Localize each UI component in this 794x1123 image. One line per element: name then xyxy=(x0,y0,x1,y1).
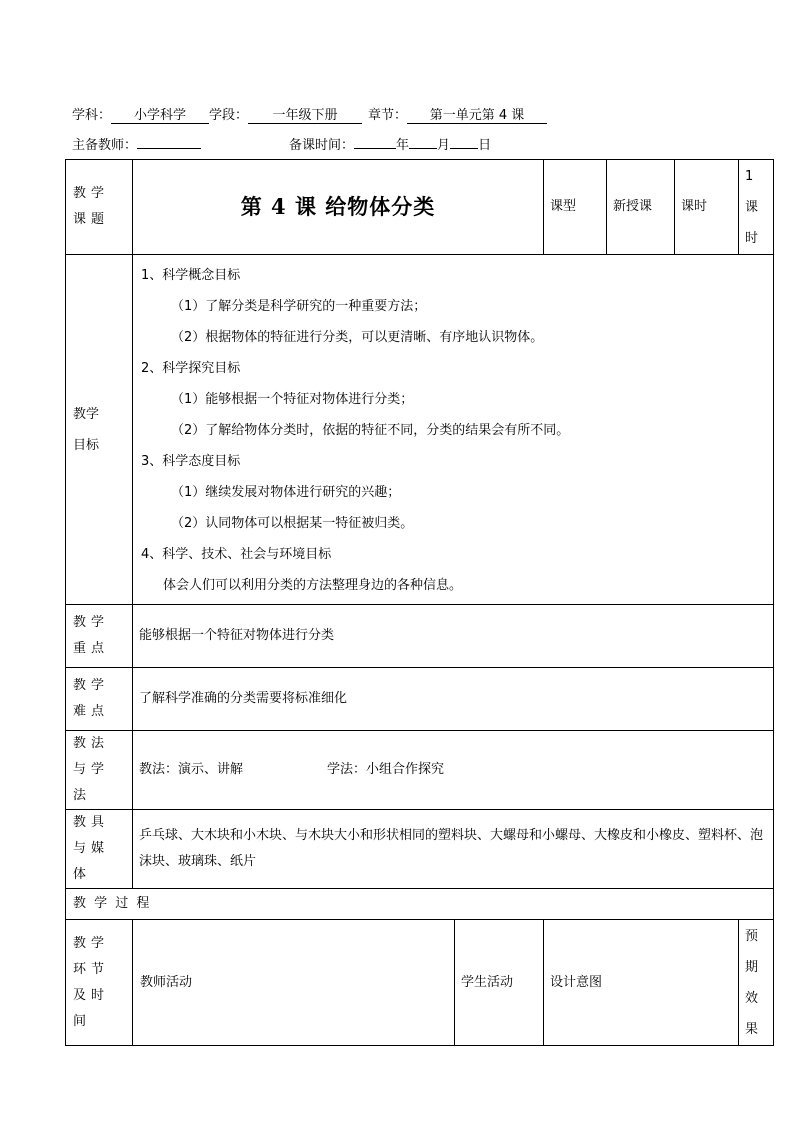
goal-item: （2）了解给物体分类时，依据的特征不同，分类的结果会有所不同。 xyxy=(171,423,570,438)
key-points-row xyxy=(66,605,774,668)
prep-time-label: 备课时间： xyxy=(289,138,355,153)
chapter-label: 章节： xyxy=(368,108,408,123)
goal-item: （2）认同物体可以根据某一特征被归类。 xyxy=(171,516,414,531)
goal-item: （1）了解分类是科学研究的一种重要方法； xyxy=(171,299,427,314)
month-label: 月 xyxy=(437,138,451,153)
day-label: 日 xyxy=(478,138,492,153)
year-label: 年 xyxy=(396,138,410,153)
expected-effect-header: 预期效果 xyxy=(739,920,774,1046)
difficulty-label: 教学难点 xyxy=(66,668,133,731)
design-intent-header: 设计意图 xyxy=(544,920,739,1046)
tools-label: 教具与媒体 xyxy=(66,810,133,889)
hours-value: 1课时 xyxy=(739,160,774,255)
tools-row xyxy=(66,810,774,889)
goal-item: （2）根据物体的特征进行分类，可以更清晰、有序地认识物体。 xyxy=(171,330,544,345)
teacher-label: 主备教师： xyxy=(72,138,138,153)
topic-label: 教学课题 xyxy=(66,160,133,255)
lesson-plan-table xyxy=(65,159,774,1046)
hours-label: 课时 xyxy=(675,160,739,255)
teacher-value xyxy=(137,148,201,149)
method-row xyxy=(66,731,774,810)
key-value: 能够根据一个特征对物体进行分类 xyxy=(133,605,774,668)
type-label: 课型 xyxy=(544,160,607,255)
subject-value: 小学科学 xyxy=(111,108,209,124)
stage-value: 一年级下册 xyxy=(248,108,362,124)
goal-heading: 3、科学态度目标 xyxy=(141,454,241,469)
key-label: 教学重点 xyxy=(66,605,133,668)
method-value xyxy=(133,731,774,810)
student-activity-header: 学生活动 xyxy=(455,920,544,1046)
header-line-1 xyxy=(72,104,547,124)
header-line-2 xyxy=(72,134,491,153)
subject-label: 学科： xyxy=(72,108,112,123)
goal-heading: 4、科学、技术、社会与环境目标 xyxy=(141,547,332,562)
difficulty-row xyxy=(66,668,774,731)
goals-label: 教学目标 xyxy=(66,255,133,605)
process-header-row xyxy=(66,920,774,1046)
goals-list xyxy=(141,260,765,601)
stage-label: 学段： xyxy=(209,108,249,123)
goals-row xyxy=(66,255,774,605)
teacher-activity-header: 教师活动 xyxy=(133,920,455,1046)
process-label: 教 学 过 程 xyxy=(66,889,774,920)
goal-heading: 1、科学概念目标 xyxy=(141,268,241,283)
goals-content xyxy=(133,255,774,605)
learn-method: 学法：小组合作探究 xyxy=(327,762,445,777)
teach-method: 教法：演示、讲解 xyxy=(139,762,244,777)
lesson-title: 第 4 课 给物体分类 xyxy=(133,160,544,255)
goal-item: 体会人们可以利用分类的方法整理身边的各种信息。 xyxy=(163,578,463,593)
goal-item: （1）能够根据一个特征对物体进行分类； xyxy=(171,392,414,407)
topic-row xyxy=(66,160,774,255)
tools-value: 乒乓球、大木块和小木块、与木块大小和形状相同的塑料块、大螺母和小螺母、大橡皮和小橡皮、塑料杯、泡沫块、玻璃珠、纸片 xyxy=(133,810,774,889)
step-label: 教学环节及时间 xyxy=(66,920,133,1046)
difficulty-value: 了解科学准确的分类需要将标准细化 xyxy=(133,668,774,731)
type-value: 新授课 xyxy=(607,160,675,255)
method-label: 教法与学法 xyxy=(66,731,133,810)
process-row xyxy=(66,889,774,920)
chapter-value: 第一单元第 4 课 xyxy=(407,108,547,124)
goal-item: （1）继续发展对物体进行研究的兴趣； xyxy=(171,485,401,500)
goal-heading: 2、科学探究目标 xyxy=(141,361,241,376)
